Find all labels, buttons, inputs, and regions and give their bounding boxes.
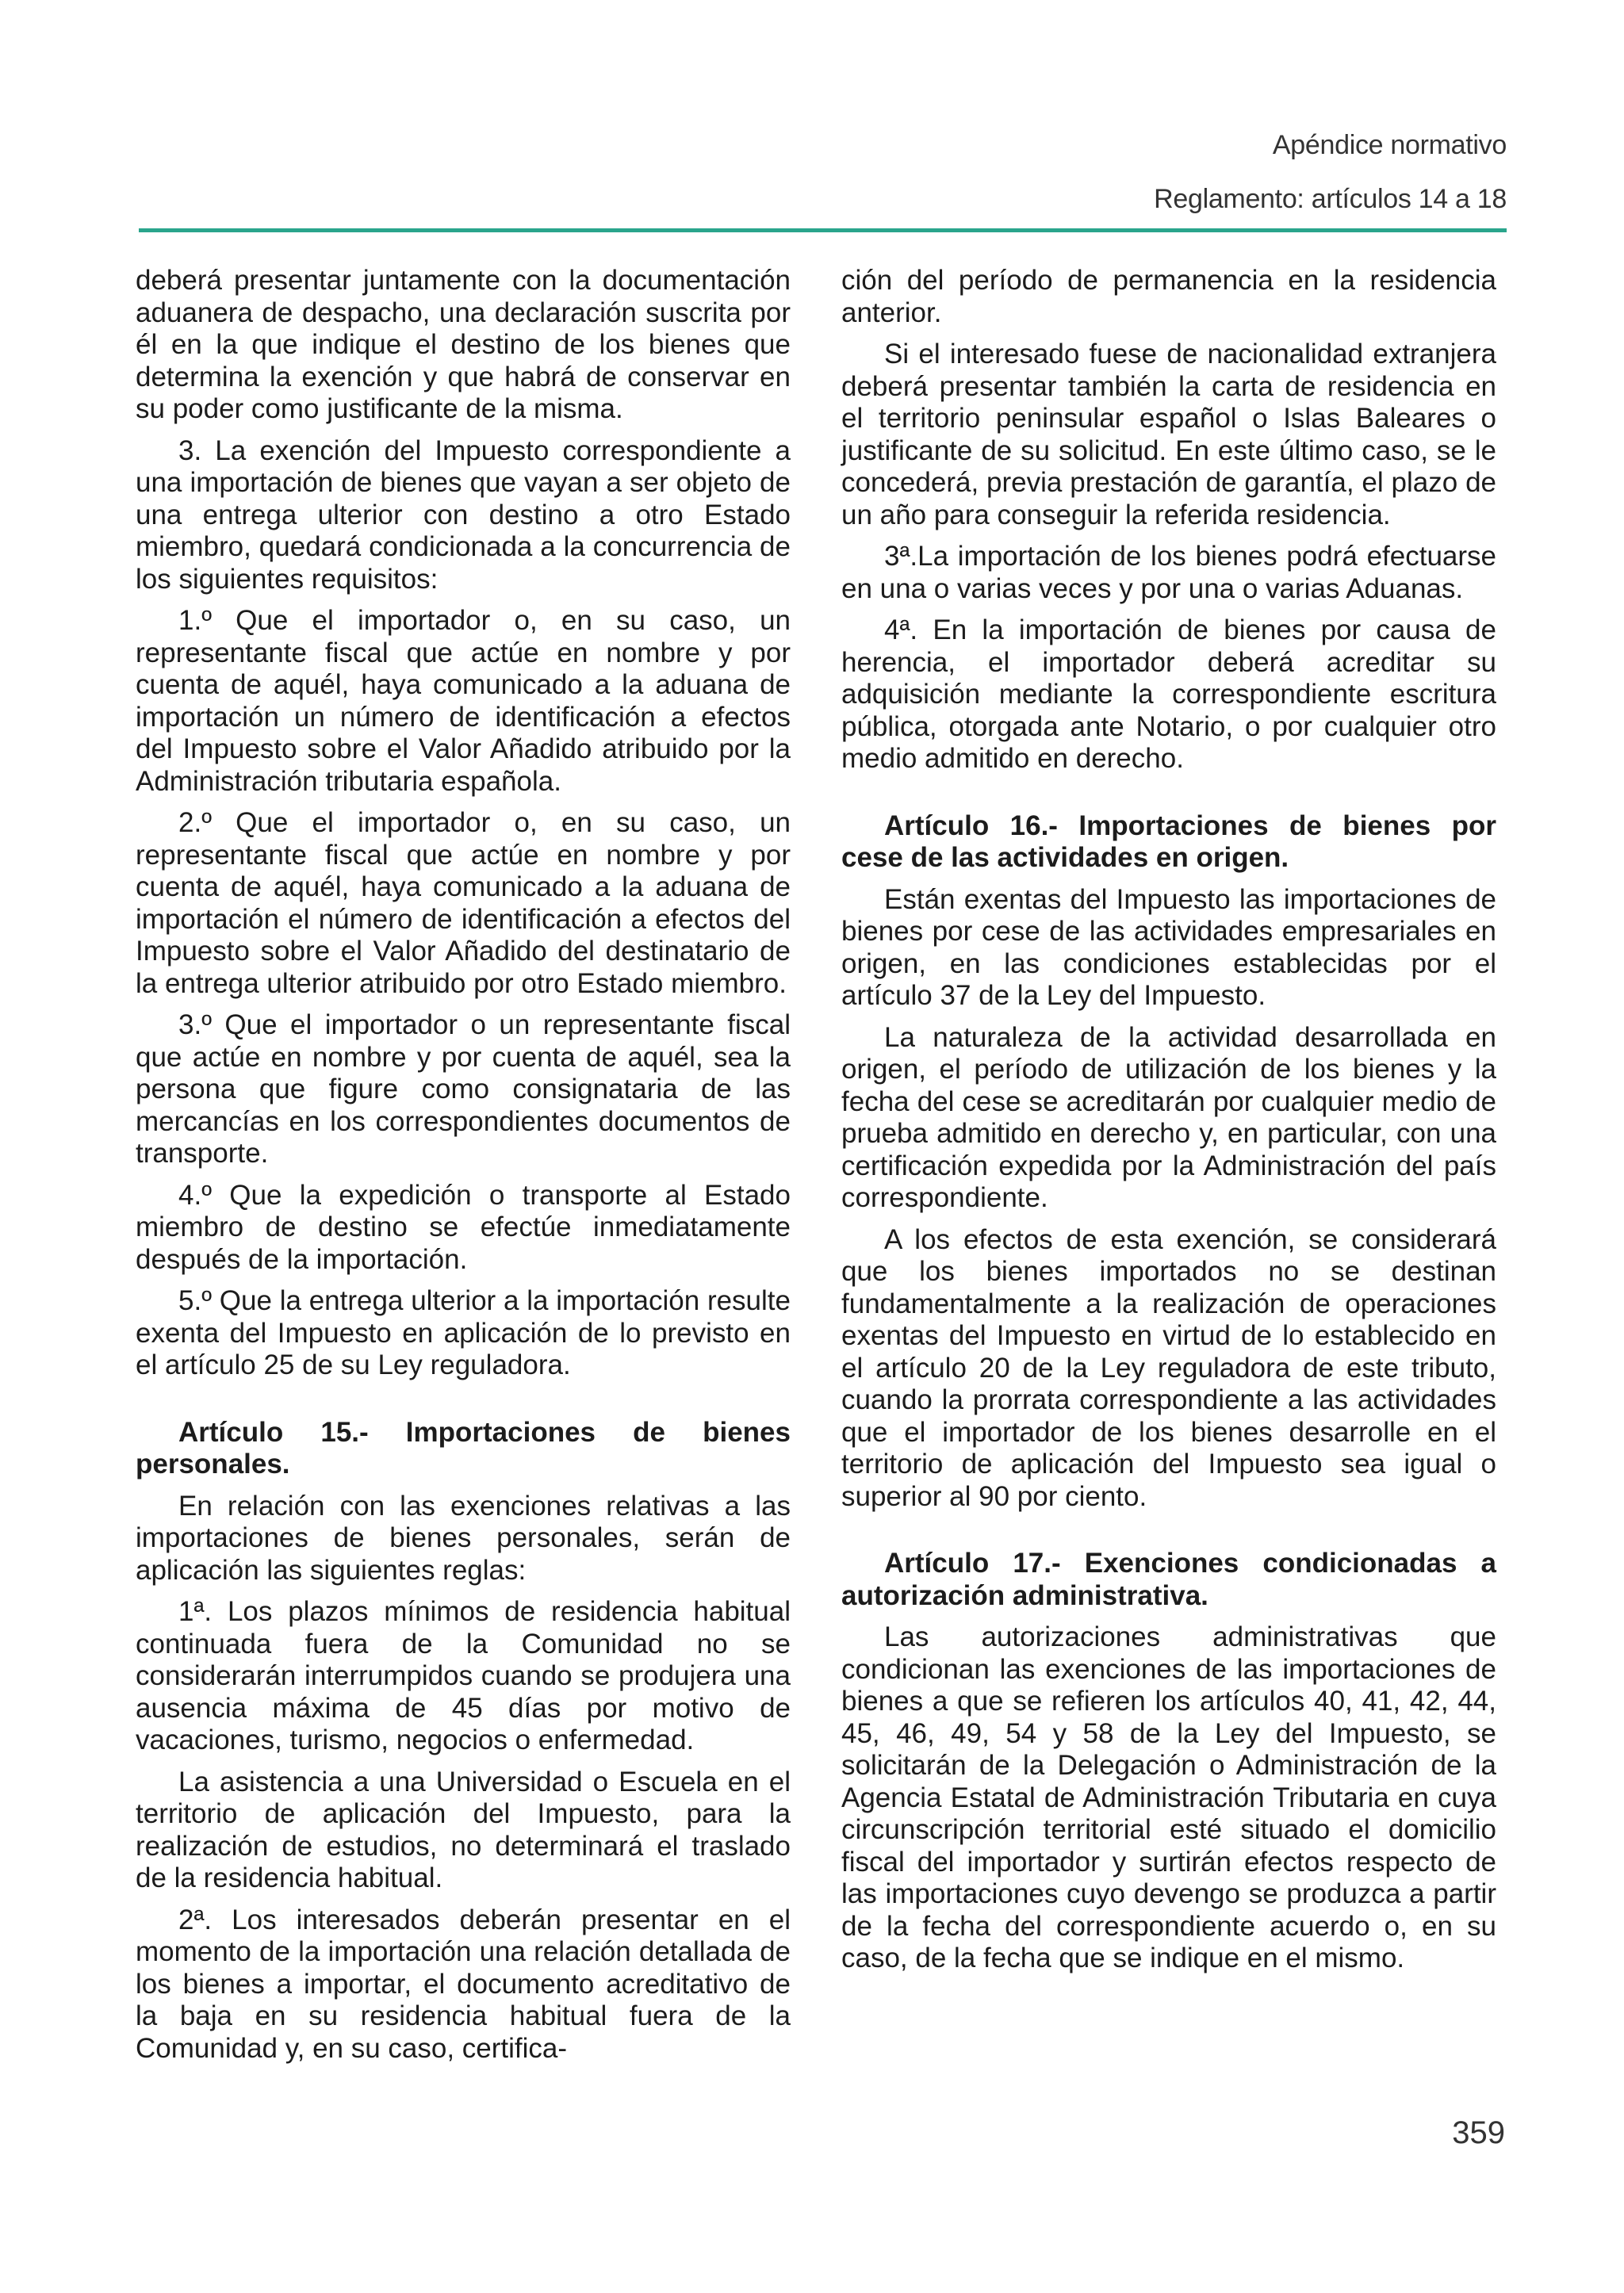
paragraph: 4ª. En la importación de bienes por causa de herencia, el importador deberá acreditar su adquisición mediante la correspondiente escritura pública, otorgada ante Notario, o por cualquier otro medio admitido en derecho. [841,614,1496,774]
paragraph: Están exentas del Impuesto las importaciones de bienes por cese de las actividades empresariales en origen, en las condiciones establecidas por el artículo 37 de la Ley del Impuesto. [841,883,1496,1011]
paragraph: En relación con las exenciones relativas a las importaciones de bienes personales, serán de aplicación las siguientes reglas: [136,1490,791,1586]
left-column [136,265,791,2074]
page-number: 359 [1452,2115,1505,2150]
paragraph: ción del período de permanencia en la residencia anterior. [841,265,1496,328]
header-section-title: Apéndice normativo [1272,130,1507,160]
header-rule [139,228,1507,232]
right-column [841,265,1496,1985]
paragraph: 2ª. Los interesados deberán presentar en el momento de la importación una relación detallada de los bienes a importar, el documento acreditativo de la baja en su residencia habitual fuera de la Comunidad y, en su caso, certifica- [136,1904,791,2064]
paragraph: Si el interesado fuese de nacionalidad extranjera deberá presentar también la carta de residencia en el territorio peninsular español o Islas Baleares o justificante de su solicitud. En este último caso, se le concederá, previa prestación de garantía, el plazo de un año para conseguir la referida residencia. [841,339,1496,530]
paragraph: 2.º Que el importador o, en su caso, un representante fiscal que actúe en nombre y por cuenta de aquél, haya comunicado a la aduana de importación el número de identificación a efectos del Impuesto sobre el Valor Añadido del destinatario de la entrega ulterior atribuido por otro Estado miembro. [136,807,791,999]
paragraph: Las autorizaciones administrativas que condicionan las exenciones de las importaciones de bienes a que se refieren los artículos 40, 41, 42, 44, 45, 46, 49, 54 y 58 de la Ley del Impuesto, se solicitarán de la Delegación o Administración de la Agencia Estatal de Administración Tributaria en cuya circunscripción territorial esté situado el domicilio fiscal del importador y surtirán efectos respecto de las importaciones cuyo devengo se produzca a partir de la fecha del correspondiente acuerdo o, en su caso, de la fecha que se indique en el mismo. [841,1621,1496,1973]
paragraph: La asistencia a una Universidad o Escuela en el territorio de aplicación del Impuesto, para la realización de estudios, no determinará el traslado de la residencia habitual. [136,1766,791,1893]
running-header [139,125,1507,219]
paragraph: deberá presentar juntamente con la documentación aduanera de despacho, una declaración suscrita por él en la que indique el destino de los bienes que determina la exención y que habrá de conservar en su poder como justificante de la misma. [136,265,791,424]
paragraph: 4.º Que la expedición o transporte al Estado miembro de destino se efectúe inmediatamente después de la importación. [136,1179,791,1275]
article-15-heading: Artículo 15.- Importaciones de bienes personales. [136,1416,791,1480]
paragraph: 3. La exención del Impuesto correspondiente a una importación de bienes que vayan a ser objeto de una entrega ulterior con destino a otro Estado miembro, quedará condicionada a la concurrencia de los siguientes requisitos: [136,434,791,595]
paragraph: 1.º Que el importador o, en su caso, un representante fiscal que actúe en nombre y por cuenta de aquél, haya comunicado a la aduana de importación un número de identificación a efectos del Impuesto sobre el Valor Añadido atribuido por la Administración tributaria española. [136,605,791,797]
paragraph: 3ª.La importación de los bienes podrá efectuarse en una o varias veces y por una o varias Aduanas. [841,541,1496,604]
paragraph: 3.º Que el importador o un representante fiscal que actúe en nombre y por cuenta de aquél, sea la persona que figure como consignataria de las mercancías en los correspondientes documentos de transporte. [136,1009,791,1169]
paragraph: La naturaleza de la actividad desarrollada en origen, el período de utilización de los bienes y la fecha del cese se acreditarán por cualquier medio de prueba admitido en derecho y, en particular, con una certificación expedida por la Administración del país correspondiente. [841,1021,1496,1213]
paragraph: A los efectos de esta exención, se considerará que los bienes importados no se destinan fundamentalmente a la realización de operaciones exentas del Impuesto en virtud de lo establecido en el artículo 20 de la Ley reguladora de este tributo, cuando la prorrata correspondiente a las actividades que el importador de los bienes desarrolle en el territorio de aplicación del Impuesto sea igual o superior al 90 por ciento. [841,1223,1496,1512]
article-16-heading: Artículo 16.- Importaciones de bienes por cese de las actividades en origen. [841,810,1496,873]
article-17-heading: Artículo 17.- Exenciones condicionadas a autorización administrativa. [841,1548,1496,1611]
paragraph: 1ª. Los plazos mínimos de residencia habitual continuada fuera de la Comunidad no se considerarán interrumpidos cuando se produjera una ausencia máxima de 45 días por motivo de vacaciones, turismo, negocios o enfermedad. [136,1596,791,1755]
header-subsection-title: Reglamento: artículos 14 a 18 [1154,184,1507,214]
paragraph: 5.º Que la entrega ulterior a la importación resulte exenta del Impuesto en aplicación de lo previsto en el artículo 25 de su Ley reguladora. [136,1285,791,1380]
